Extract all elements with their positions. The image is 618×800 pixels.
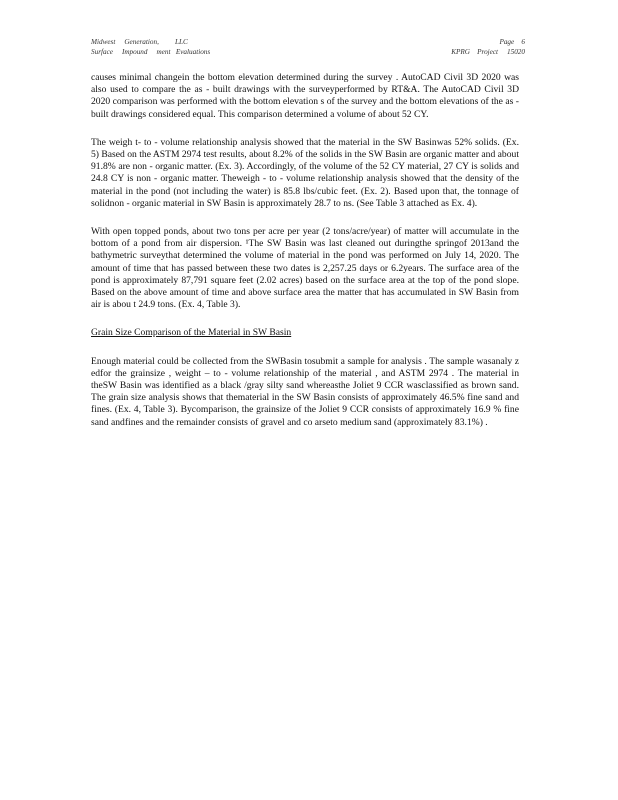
page-header-left [91,37,210,57]
paragraph-grain-size: Enough material could be collected from the SWBasin tosubmit a sample for analysis . The sample wasanaly z edfor the grainsize , weight – to - volume relationship of the material , and ASTM 2974 . The material in theSW Basin was identified as a black /gray silty sand whereasthe Joliet 9 CCR wasclassified as brown sand. The grain size analysis shows that thematerial in the SW Basin consists of approximately 46.5% fine sand and fines. (Ex. 4, Table 3). Bycomparison, the grainsize of the Joliet 9 CCR consists of approximately 16.9 % fine sand andfines and the remainder consists of gravel and co arseto medium sand (approximately 83.1%) . [91,355,519,428]
header-page-number: Page 6 [499,38,525,46]
document-body [91,72,519,445]
paragraph-air-dispersion: With open topped ponds, about two tons per acre per year (2 tons/acre/year) of matter will accumulate in the bottom of a pond from air dispersion. ¹The SW Basin was last cleaned out duringthe springof 2013and the bathymetric surveythat determined the volume of material in the pond was performed on July 14, 2020. The amount of time that has passed between these two dates is 2,257.25 days or 6.2years. The surface area of the pond is approximately 87,791 square feet (2.02 acres) based on the surface area at the top of the pond slope. Based on the above amount of time and above surface area the matter that has accumulated in SW Basin from air is abou t 24.9 tons. (Ex. 4, Table 3). [91,226,519,311]
header-report-title: Surface Impound ment Evaluations [91,48,211,56]
header-project-number: KPRG Project 15020 [451,48,525,56]
paragraph-weight-volume: The weigh t- to - volume relationship analysis showed that the material in the SW Basinwas 52% solids. (Ex. 5) Based on the ASTM 2974 test results, about 8.2% of the solids in the SW Basin are organic matter and about 91.8% are non - organic matter. (Ex. 3). Accordingly, of the volume of the 52 CY material, 27 CY is solids and 24.8 CY is non - organic matter. Theweigh - to - volume relationship analysis showed that the density of the material in the pond (not including the water) is 85.8 lbs/cubic feet. (Ex. 2). Based upon that, the tonnage of solidnon - organic material in SW Basin is approximately 28.7 to ns. (See Table 3 attached as Ex. 4). [91,136,519,209]
page-header-right [451,37,525,57]
section-heading-grain-size: Grain Size Comparison of the Material in SW Basin [91,327,292,339]
paragraph-survey-comparison: causes minimal changein the bottom elevation determined during the survey . AutoCAD Civil 3D 2020 was also used to compare the as - built drawings with the surveyperformed by RT&A. The AutoCAD Civil 3D 2020 comparison was performed with the bottom elevation s of the survey and the bottom elevations of the as - built drawings considered equal. This comparison determined a volume of about 52 CY. [91,72,519,120]
header-company: Midwest Generation, LLC [91,38,188,46]
